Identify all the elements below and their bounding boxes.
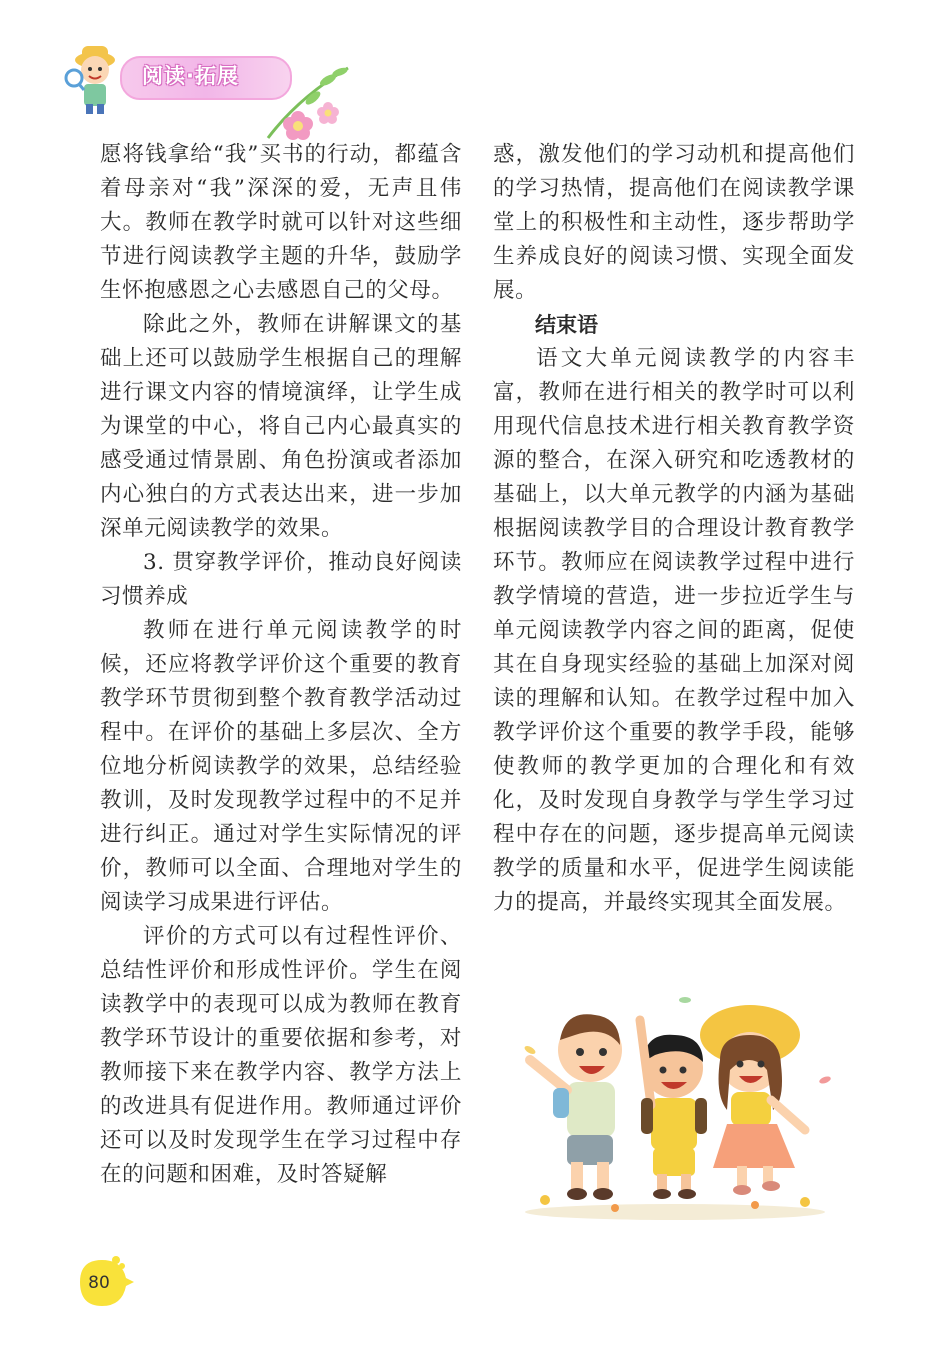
left-column xyxy=(100,138,462,1192)
paragraph: 惑，激发他们的学习动机和提高他们的学习热情，提高他们在阅读教学课堂上的积极性和主动性，逐步帮助学生养成良好的阅读习惯、实现全面发展。 xyxy=(493,142,855,303)
paragraph: 评价的方式可以有过程性评价、总结性评价和形成性评价。学生在阅读教学中的表现可以成为教师在教育教学环节设计的重要依据和参考，对教师接下来在教学内容、教学方法上的改进具有促进作用。教师通过评价还可以及时发现学生在学习过程中存在的问题和困难，及时答疑解 xyxy=(100,924,462,1187)
children-illustration xyxy=(505,990,845,1225)
section-title-badge: 阅读·拓展 xyxy=(142,64,239,88)
paragraph: 愿将钱拿给“我”买书的行动，都蕴含着母亲对“我”深深的爱，无声且伟大。教师在教学时就可以针对这些细节进行阅读教学主题的升华，鼓励学生怀抱感恩之心去感恩自己的父母。 xyxy=(100,142,462,303)
flowers-icon xyxy=(258,58,358,148)
paragraph: 除此之外，教师在讲解课文的基础上还可以鼓励学生根据自己的理解进行课文内容的情境演绎，让学生成为课堂的中心，将自己内心最真实的感受通过情景剧、角色扮演或者添加内心独白的方式表达出来，进一步加深单元阅读教学的效果。 xyxy=(100,312,462,541)
page-number: 80 xyxy=(88,1273,110,1293)
subsection-heading: 3. 贯穿教学评价，推动良好阅读习惯养成 xyxy=(100,550,462,609)
paragraph: 教师在进行单元阅读教学的时候，还应将教学评价这个重要的教育教学环节贯彻到整个教育教学活动过程中。在评价的基础上多层次、全方位地分析阅读教学的效果，总结经验教训，及时发现教学过程中的不足并进行纠正。通过对学生实际情况的评价，教师可以全面、合理地对学生的阅读学习成果进行评估。 xyxy=(100,618,462,915)
right-column xyxy=(493,138,855,920)
paragraph: 语文大单元阅读教学的内容丰富，教师在进行相关的教学时可以利用现代信息技术进行相关教育教学资源的整合，在深入研究和吃透教材的基础上，以大单元教学的内涵为基础根据阅读教学目的合理设计教育教学环节。教师应在阅读教学过程中进行教学情境的营造，进一步拉近学生与单元阅读教学内容之间的距离，促使其在自身现实经验的基础上加深对阅读的理解和认知。在教学过程中加入教学评价这个重要的教学手段，能够使教师的教学更加的合理化和有效化，及时发现自身教学与学生学习过程中存在的问题，逐步提高单元阅读教学的质量和水平，促进学生阅读能力的提高，并最终实现其全面发展。 xyxy=(493,346,855,915)
conclusion-heading: 结束语 xyxy=(535,313,598,337)
section-header xyxy=(60,38,300,118)
